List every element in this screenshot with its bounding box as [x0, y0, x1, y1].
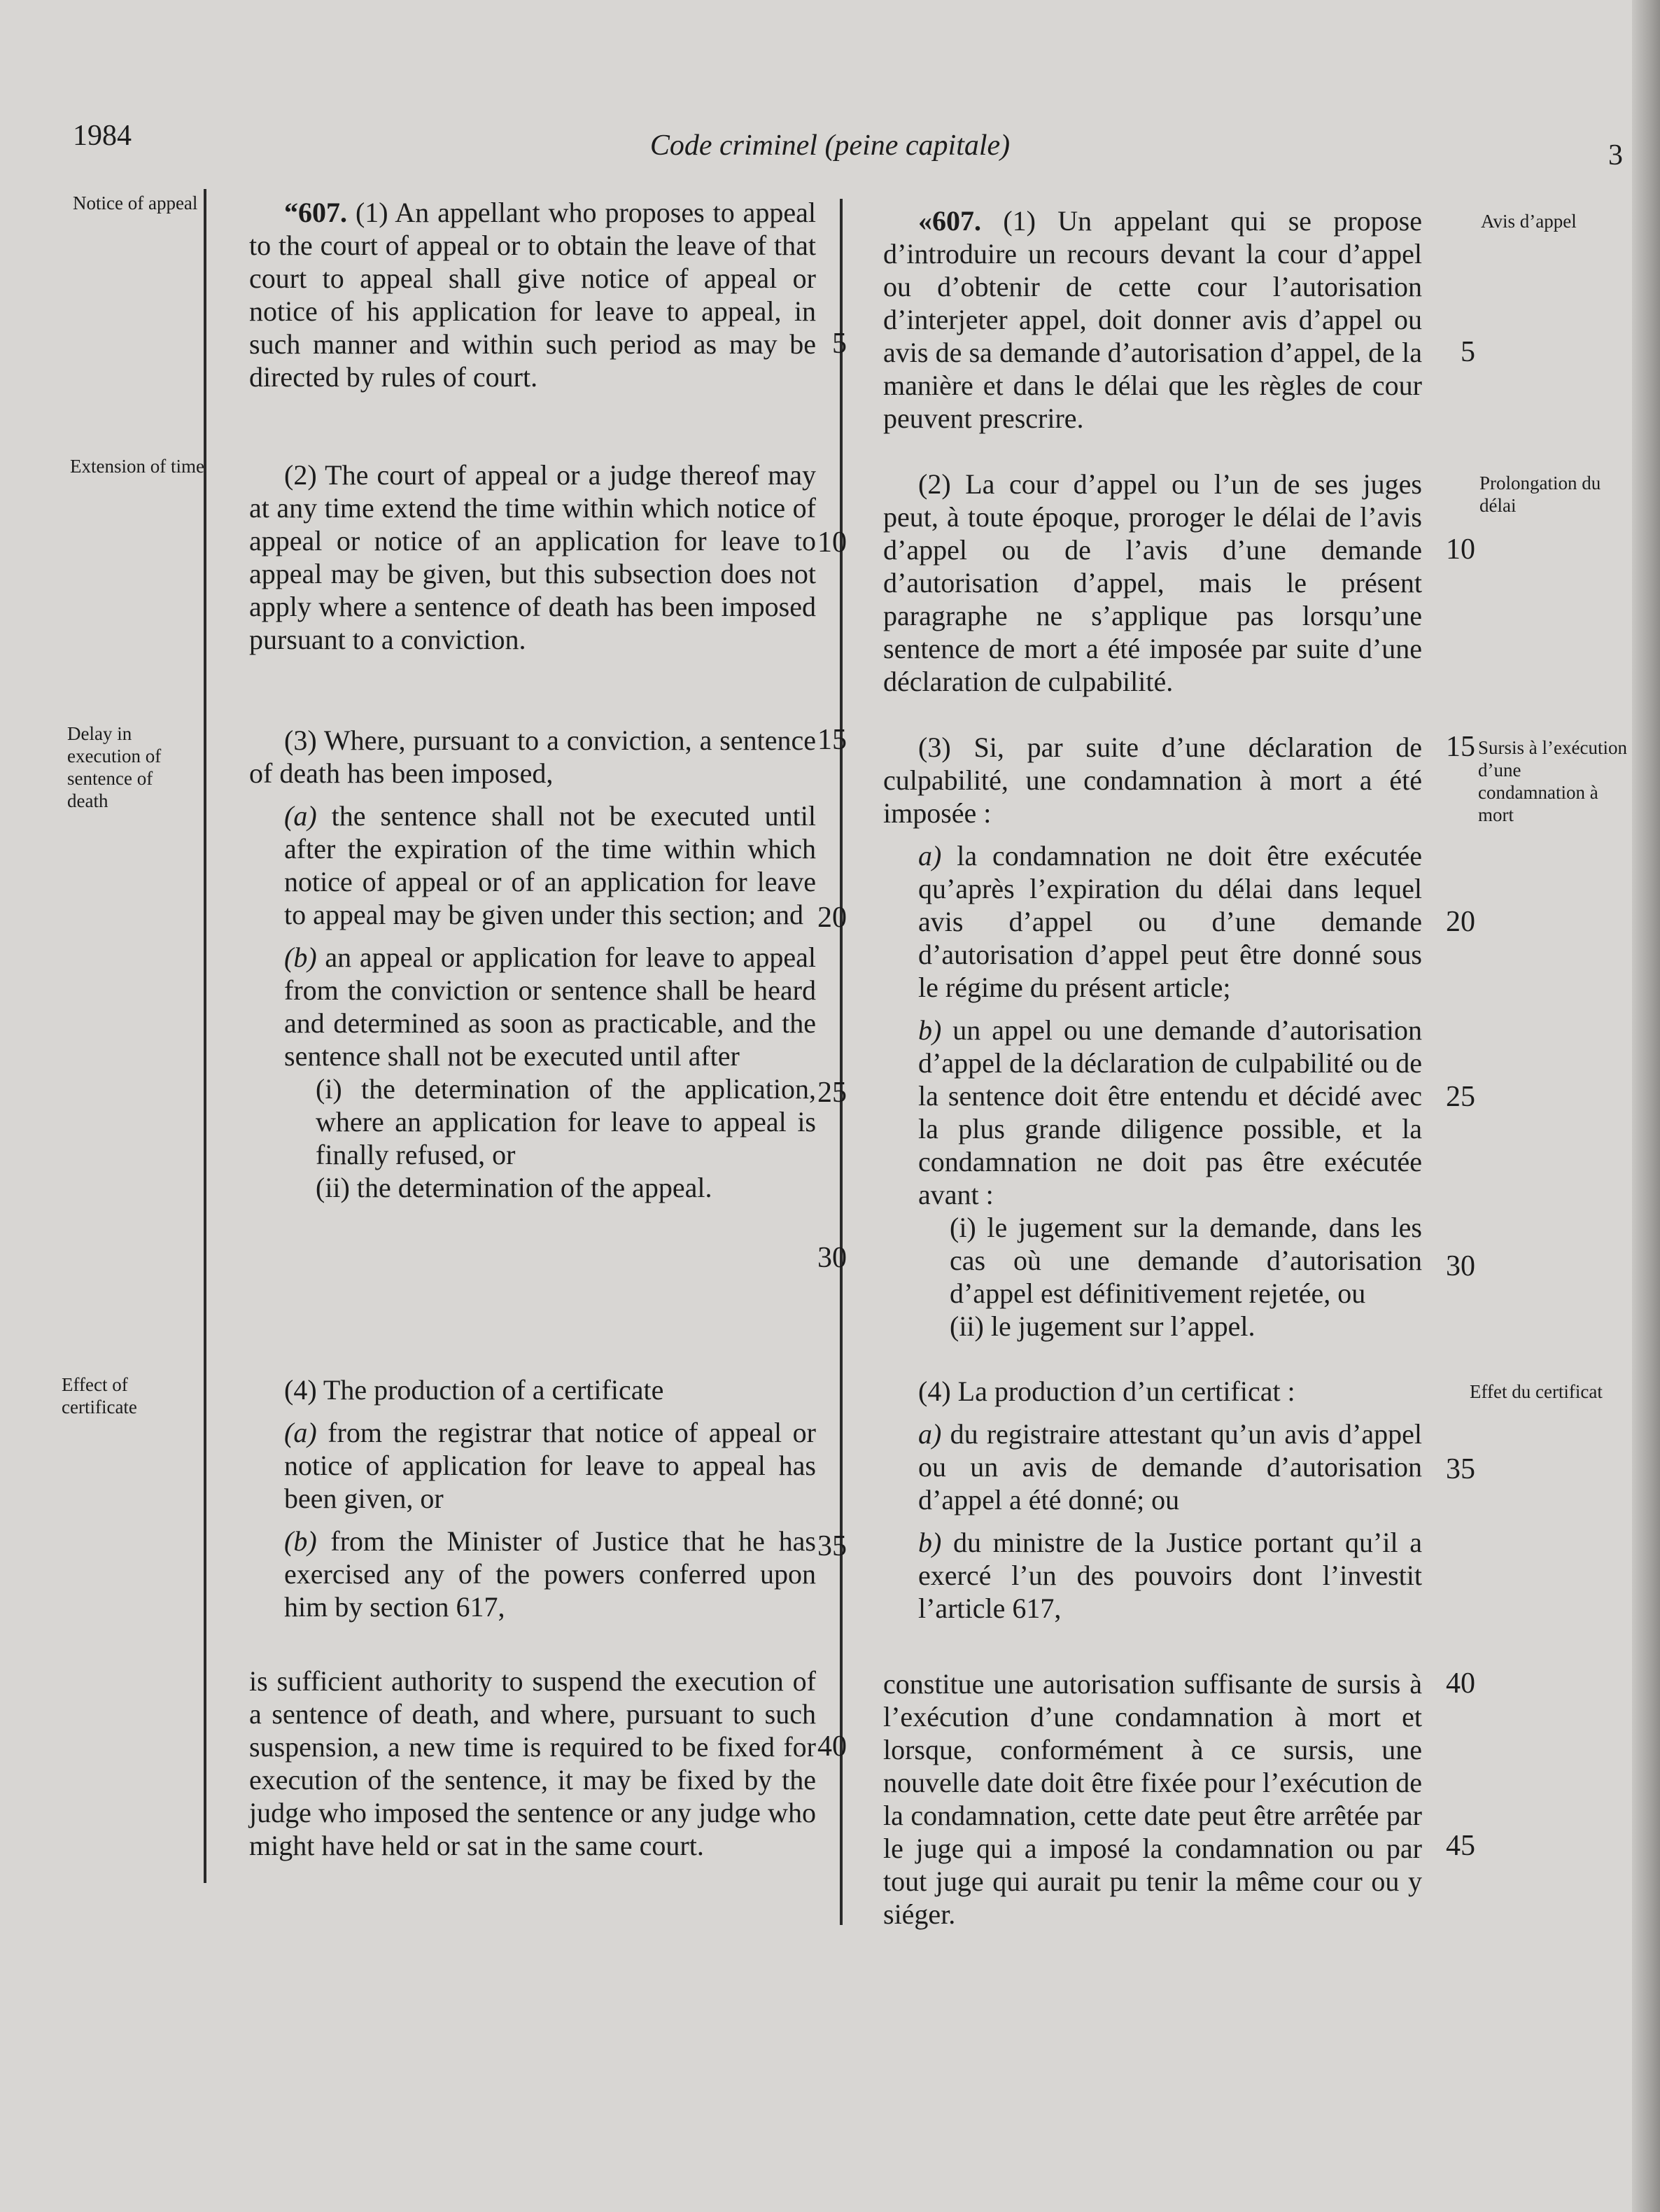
- en-subsection-4-tail: [249, 1665, 816, 1862]
- margin-note-en-extension-of-time: Extension of time: [70, 456, 204, 477]
- en-paragraph-3a: [284, 799, 816, 931]
- fr-subsection-4-tail-text: constitue une autorisation suffisante de sursis à l’exécution d’une condamnation à mort et lorsque, conformément à ce sursis, une nouvelle date doit être fixée pour l’exécution de la condamnation, cette date peut être arrêtée par le juge qui a imposé la condamnation ou par tout juge qui aurait pu tenir la même cour ou y siéger.: [883, 1668, 1422, 1930]
- en-subparagraph-3b-ii: (ii) the determination of the appeal.: [316, 1172, 712, 1203]
- en-subsection-4: [249, 1373, 816, 1623]
- line-number-fr-10: 10: [1446, 533, 1475, 566]
- line-number-fr-30: 30: [1446, 1250, 1475, 1282]
- en-subsection-3: [249, 724, 816, 1204]
- en-paragraph-3a-label: (a): [284, 800, 317, 832]
- fr-paragraph-3b: [918, 1014, 1422, 1211]
- en-paragraph-4b-text: from the Minister of Justice that he has exercised any of the powers conferred upon him by section 617,: [284, 1525, 816, 1623]
- fr-paragraph-4a-label: a): [918, 1418, 942, 1450]
- en-subsection-1: [249, 196, 816, 393]
- en-paragraph-3a-text: the sentence shall not be executed until after the expiration of the time within which notice of appeal or of an application for leave to appeal may be given under this section; and: [284, 800, 817, 930]
- line-number-fr-20: 20: [1446, 906, 1475, 938]
- fr-paragraph-4a-text: du registraire attestant qu’un avis d’appel ou un avis de demande d’autorisation d’appel a été donné; ou: [918, 1418, 1423, 1516]
- line-number-en-35: 35: [817, 1530, 847, 1562]
- line-number-en-15: 15: [817, 724, 847, 756]
- line-number-fr-5: 5: [1461, 336, 1475, 368]
- en-paragraph-4a: [284, 1416, 816, 1515]
- line-number-en-20: 20: [817, 902, 847, 934]
- fr-subparagraph-3b-ii: (ii) le jugement sur l’appel.: [950, 1310, 1255, 1342]
- en-subsection-1-text: (1) An appellant who proposes to appeal to the court of appeal or to obtain the leave of that court to appeal shall give notice of appeal or notice of his application for leave to appeal, in such manner and within such period as may be directed by rules of court.: [249, 197, 816, 393]
- fr-subsection-3-intro: (3) Si, par suite d’une déclaration de culpabilité, une condamnation à mort a été imposée :: [883, 732, 1422, 829]
- en-paragraph-4a-text: from the registrar that notice of appeal or notice of application for leave to appeal has been given, or: [284, 1417, 816, 1514]
- margin-note-fr-avis-d-appel: Avis d’appel: [1481, 211, 1577, 232]
- en-paragraph-4a-label: (a): [284, 1417, 317, 1448]
- fr-paragraph-4a: [918, 1418, 1422, 1516]
- fr-paragraph-4b-label: b): [918, 1527, 942, 1558]
- en-subsection-4-intro: (4) The production of a certificate: [284, 1374, 664, 1406]
- center-column-rule: [840, 199, 843, 1925]
- margin-note-fr-sursis: Sursis à l’exécution d’une condamnation à mort: [1478, 737, 1627, 825]
- fr-subsection-3: [883, 731, 1422, 1343]
- fr-subsection-4-tail: [883, 1667, 1422, 1931]
- line-number-en-30: 30: [817, 1242, 847, 1274]
- header-year: 1984: [73, 120, 132, 152]
- line-number-fr-25: 25: [1446, 1081, 1475, 1113]
- fr-subsection-1-text: (1) Un appelant qui se propose d’introduire un recours devant la cour d’appel ou d’obtenir de cette cour l’autorisation d’interjeter appel, doit donner avis d’appel ou avis de sa demande d’autorisation d’appel, de la manière et dans le délai que les règles de cour peuvent prescrire.: [883, 205, 1423, 434]
- fr-subparagraph-3b-i: (i) le jugement sur la demande, dans les cas où une demande d’autorisation d’appel est définitivement rejetée, ou: [950, 1212, 1422, 1309]
- fr-subsection-1: [883, 204, 1422, 435]
- fr-subsection-4: [883, 1375, 1422, 1625]
- fr-section-number: «607.: [918, 205, 981, 237]
- page-number: 3: [1608, 139, 1623, 172]
- line-number-en-10: 10: [817, 526, 847, 559]
- fr-paragraph-4b: [918, 1526, 1422, 1625]
- en-subsection-2: [249, 458, 816, 656]
- line-number-fr-35: 35: [1446, 1453, 1475, 1485]
- line-number-en-25: 25: [817, 1077, 847, 1109]
- fr-paragraph-3b-label: b): [918, 1014, 942, 1046]
- margin-note-en-effect-of-certificate: Effect of certificate: [62, 1374, 137, 1418]
- margin-note-fr-prolongation: Prolongation du délai: [1479, 472, 1601, 516]
- en-subparagraph-3b-i: (i) the determination of the application, where an application for leave to appeal is finally refused, or: [316, 1073, 816, 1170]
- margin-note-fr-effet-du-certificat: Effet du certificat: [1470, 1381, 1603, 1402]
- line-number-en-40: 40: [817, 1730, 847, 1763]
- left-margin-rule: [204, 189, 206, 1883]
- fr-paragraph-3b-text: un appel ou une demande d’autorisation d’appel de la déclaration de culpabilité ou de la sentence doit être entendu et décidé avec la plus grande diligence possible, et la condamnation ne doit pas être exécutée avant :: [918, 1014, 1423, 1210]
- fr-subsection-2-text: (2) La cour d’appel ou l’un de ses juges peut, à toute époque, proroger le délai de l’avis d’appel ou de l’avis d’une demande d’autorisation d’appel, mais le présent paragraphe ne s’applique pas lorsqu’une sentence de mort a été imposée par suite d’une déclaration de culpabilité.: [883, 468, 1422, 697]
- en-section-number: “607.: [284, 197, 347, 228]
- en-subsection-4-tail-text: is sufficient authority to suspend the execution of a sentence of death, and where, pursuant to such suspension, a new time is required to be fixed for execution of the sentence, it may be fixed by the judge who imposed the sentence or any judge who might have held or sat in the same court.: [249, 1665, 816, 1861]
- en-subsection-2-text: (2) The court of appeal or a judge thereof may at any time extend the time within which notice of appeal or notice of an application for leave to appeal may be given, but this subsection does not apply where a sentence of death has been imposed pursuant to a conviction.: [249, 459, 816, 655]
- line-number-fr-40: 40: [1446, 1667, 1475, 1700]
- fr-subsection-2: [883, 468, 1422, 698]
- en-paragraph-3b-label: (b): [284, 941, 317, 973]
- en-paragraph-4b: [284, 1525, 816, 1623]
- line-number-fr-15: 15: [1446, 731, 1475, 763]
- en-paragraph-3b: [284, 941, 816, 1072]
- fr-paragraph-3a-label: a): [918, 840, 942, 872]
- en-paragraph-4b-label: (b): [284, 1525, 317, 1557]
- running-title: Code criminel (peine capitale): [649, 130, 1011, 162]
- line-number-fr-45: 45: [1446, 1830, 1475, 1862]
- margin-note-en-delay-in-execution: Delay in execution of sentence of death: [67, 723, 162, 811]
- fr-paragraph-4b-text: du ministre de la Justice portant qu’il a exercé l’un des pouvoirs dont l’investit l’article 617,: [918, 1527, 1422, 1624]
- fr-paragraph-3a: [918, 839, 1422, 1004]
- fr-paragraph-3a-text: la condamnation ne doit être exécutée qu’après l’expiration du délai dans lequel avis d’appel ou d’une demande d’autorisation d’appel peut être donné sous le régime du présent article;: [918, 840, 1422, 1003]
- en-subsection-3-intro: (3) Where, pursuant to a conviction, a sentence of death has been imposed,: [249, 724, 816, 789]
- fr-subsection-4-intro: (4) La production d’un certificat :: [918, 1376, 1295, 1407]
- en-paragraph-3b-text: an appeal or application for leave to appeal from the conviction or sentence shall be heard and determined as soon as practicable, and the sentence shall not be executed until after: [284, 941, 817, 1072]
- margin-note-en-notice-of-appeal: Notice of appeal: [73, 192, 198, 214]
- page-edge-shadow: [1632, 0, 1660, 2212]
- line-number-en-5: 5: [832, 328, 847, 360]
